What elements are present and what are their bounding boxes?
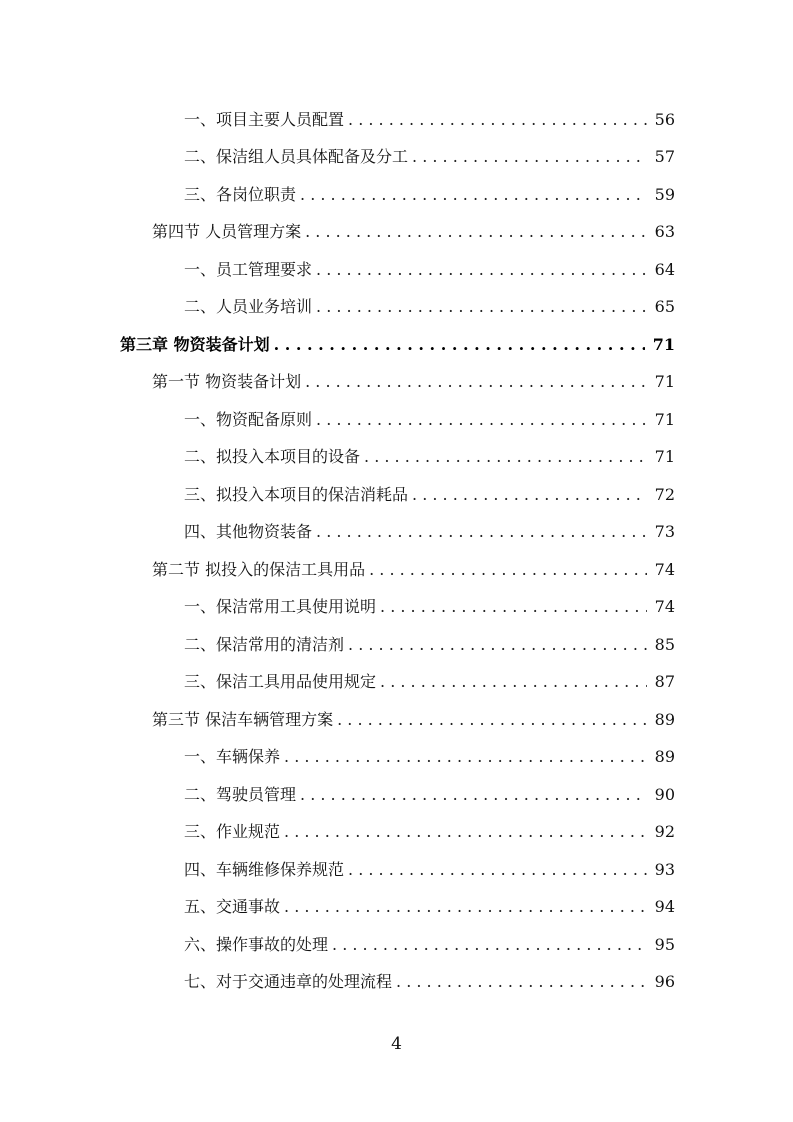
- toc-entry[interactable]: [0, 439, 793, 477]
- toc-entry-title: 五、交通事故: [184, 897, 281, 917]
- toc-entry-page: 72: [654, 484, 675, 504]
- toc-entry-page: 96: [654, 972, 675, 992]
- toc-dot-leader: [412, 485, 647, 505]
- toc-entry-page: 93: [654, 859, 675, 879]
- toc-entry-title: 六、操作事故的处理: [184, 934, 329, 954]
- toc-entry-title: 二、保洁常用的清洁剂: [184, 634, 345, 654]
- toc-entry[interactable]: [0, 964, 793, 1002]
- toc-entry-page: 95: [654, 934, 675, 954]
- toc-entry-page: 71: [654, 372, 675, 392]
- toc-entry-page: 71: [654, 409, 675, 429]
- toc-entry-title: 二、人员业务培训: [184, 297, 313, 317]
- toc-entry[interactable]: [0, 889, 793, 927]
- toc-dot-leader: [300, 185, 647, 205]
- toc-dot-leader: [300, 785, 647, 805]
- toc-entry[interactable]: [0, 851, 793, 889]
- toc-entry[interactable]: [0, 739, 793, 777]
- toc-entry-page: 89: [654, 747, 675, 767]
- toc-entry-title: 三、拟投入本项目的保洁消耗品: [184, 484, 409, 504]
- toc-dot-leader: [305, 372, 647, 392]
- toc-dot-leader: [316, 297, 647, 317]
- toc-entry-title: 二、驾驶员管理: [184, 784, 297, 804]
- toc-entry-title: 一、员工管理要求: [184, 259, 313, 279]
- page-number: 4: [391, 1034, 402, 1054]
- toc-entry-title: 三、保洁工具用品使用规定: [184, 672, 377, 692]
- toc-entry-title: 一、物资配备原则: [184, 409, 313, 429]
- toc-section-entry[interactable]: [0, 701, 793, 739]
- toc-dot-leader: [332, 935, 647, 955]
- toc-entry-title: 第一节 物资装备计划: [152, 372, 302, 392]
- toc-entry-page: 56: [654, 109, 675, 129]
- toc-entry-page: 89: [654, 709, 675, 729]
- toc-entry[interactable]: [0, 589, 793, 627]
- toc-entry[interactable]: [0, 101, 793, 139]
- toc-entry-page: 94: [654, 897, 675, 917]
- toc-dot-leader: [412, 147, 647, 167]
- toc-entry-page: 87: [654, 672, 675, 692]
- toc-entry-page: 57: [654, 147, 675, 167]
- toc-entry-title: 七、对于交通违章的处理流程: [184, 972, 393, 992]
- toc-entry[interactable]: [0, 664, 793, 702]
- toc-entry[interactable]: [0, 476, 793, 514]
- toc-dot-leader: [284, 822, 647, 842]
- toc-dot-leader: [380, 672, 647, 692]
- toc-dot-leader: [380, 597, 647, 617]
- toc-entry-page: 92: [654, 822, 675, 842]
- toc-dot-leader: [316, 522, 647, 542]
- toc-entry[interactable]: [0, 176, 793, 214]
- toc-dot-leader: [337, 710, 647, 730]
- toc-dot-leader: [348, 110, 647, 130]
- toc-entry[interactable]: [0, 251, 793, 289]
- toc-entry-title: 四、其他物资装备: [184, 522, 313, 542]
- toc-entry-title: 第二节 拟投入的保洁工具用品: [152, 559, 366, 579]
- toc-entry-title: 四、车辆维修保养规范: [184, 859, 345, 879]
- toc-dot-leader: [348, 860, 647, 880]
- toc-dot-leader: [316, 410, 647, 430]
- toc-dot-leader: [364, 447, 647, 467]
- toc-entry[interactable]: [0, 514, 793, 552]
- toc-dot-leader: [284, 747, 647, 767]
- toc-entry-page: 59: [654, 184, 675, 204]
- toc-entry[interactable]: [0, 289, 793, 327]
- toc-dot-leader: [369, 560, 647, 580]
- toc-entry[interactable]: [0, 926, 793, 964]
- toc-dot-leader: [396, 972, 647, 992]
- table-of-contents: [0, 101, 793, 1001]
- toc-dot-leader: [316, 260, 647, 280]
- toc-entry-page: 74: [654, 597, 675, 617]
- toc-entry[interactable]: [0, 776, 793, 814]
- toc-dot-leader: [305, 222, 647, 242]
- toc-entry-page: 64: [654, 259, 675, 279]
- toc-section-entry[interactable]: [0, 214, 793, 252]
- toc-section-entry[interactable]: [0, 551, 793, 589]
- toc-entry[interactable]: [0, 814, 793, 852]
- toc-entry-page: 71: [652, 334, 675, 354]
- toc-entry-page: 71: [654, 447, 675, 467]
- toc-entry-title: 三、各岗位职责: [184, 184, 297, 204]
- toc-entry-title: 一、项目主要人员配置: [184, 109, 345, 129]
- toc-dot-leader: [284, 897, 647, 917]
- toc-entry-page: 73: [654, 522, 675, 542]
- toc-dot-leader: [274, 335, 645, 355]
- toc-entry-page: 85: [654, 634, 675, 654]
- toc-entry-title: 一、车辆保养: [184, 747, 281, 767]
- toc-entry[interactable]: [0, 626, 793, 664]
- toc-section-entry[interactable]: [0, 364, 793, 402]
- toc-entry-page: 90: [654, 784, 675, 804]
- toc-entry-title: 第三章 物资装备计划: [120, 334, 270, 354]
- toc-entry-page: 65: [654, 297, 675, 317]
- toc-entry-title: 二、拟投入本项目的设备: [184, 447, 361, 467]
- toc-entry-page: 63: [654, 222, 675, 242]
- toc-entry-title: 二、保洁组人员具体配备及分工: [184, 147, 409, 167]
- toc-chapter-entry[interactable]: [0, 326, 793, 364]
- toc-entry[interactable]: [0, 139, 793, 177]
- toc-entry-title: 第四节 人员管理方案: [152, 222, 302, 242]
- toc-entry-page: 74: [654, 559, 675, 579]
- toc-entry[interactable]: [0, 401, 793, 439]
- toc-entry-title: 三、作业规范: [184, 822, 281, 842]
- toc-dot-leader: [348, 635, 647, 655]
- toc-entry-title: 一、保洁常用工具使用说明: [184, 597, 377, 617]
- toc-entry-title: 第三节 保洁车辆管理方案: [152, 709, 334, 729]
